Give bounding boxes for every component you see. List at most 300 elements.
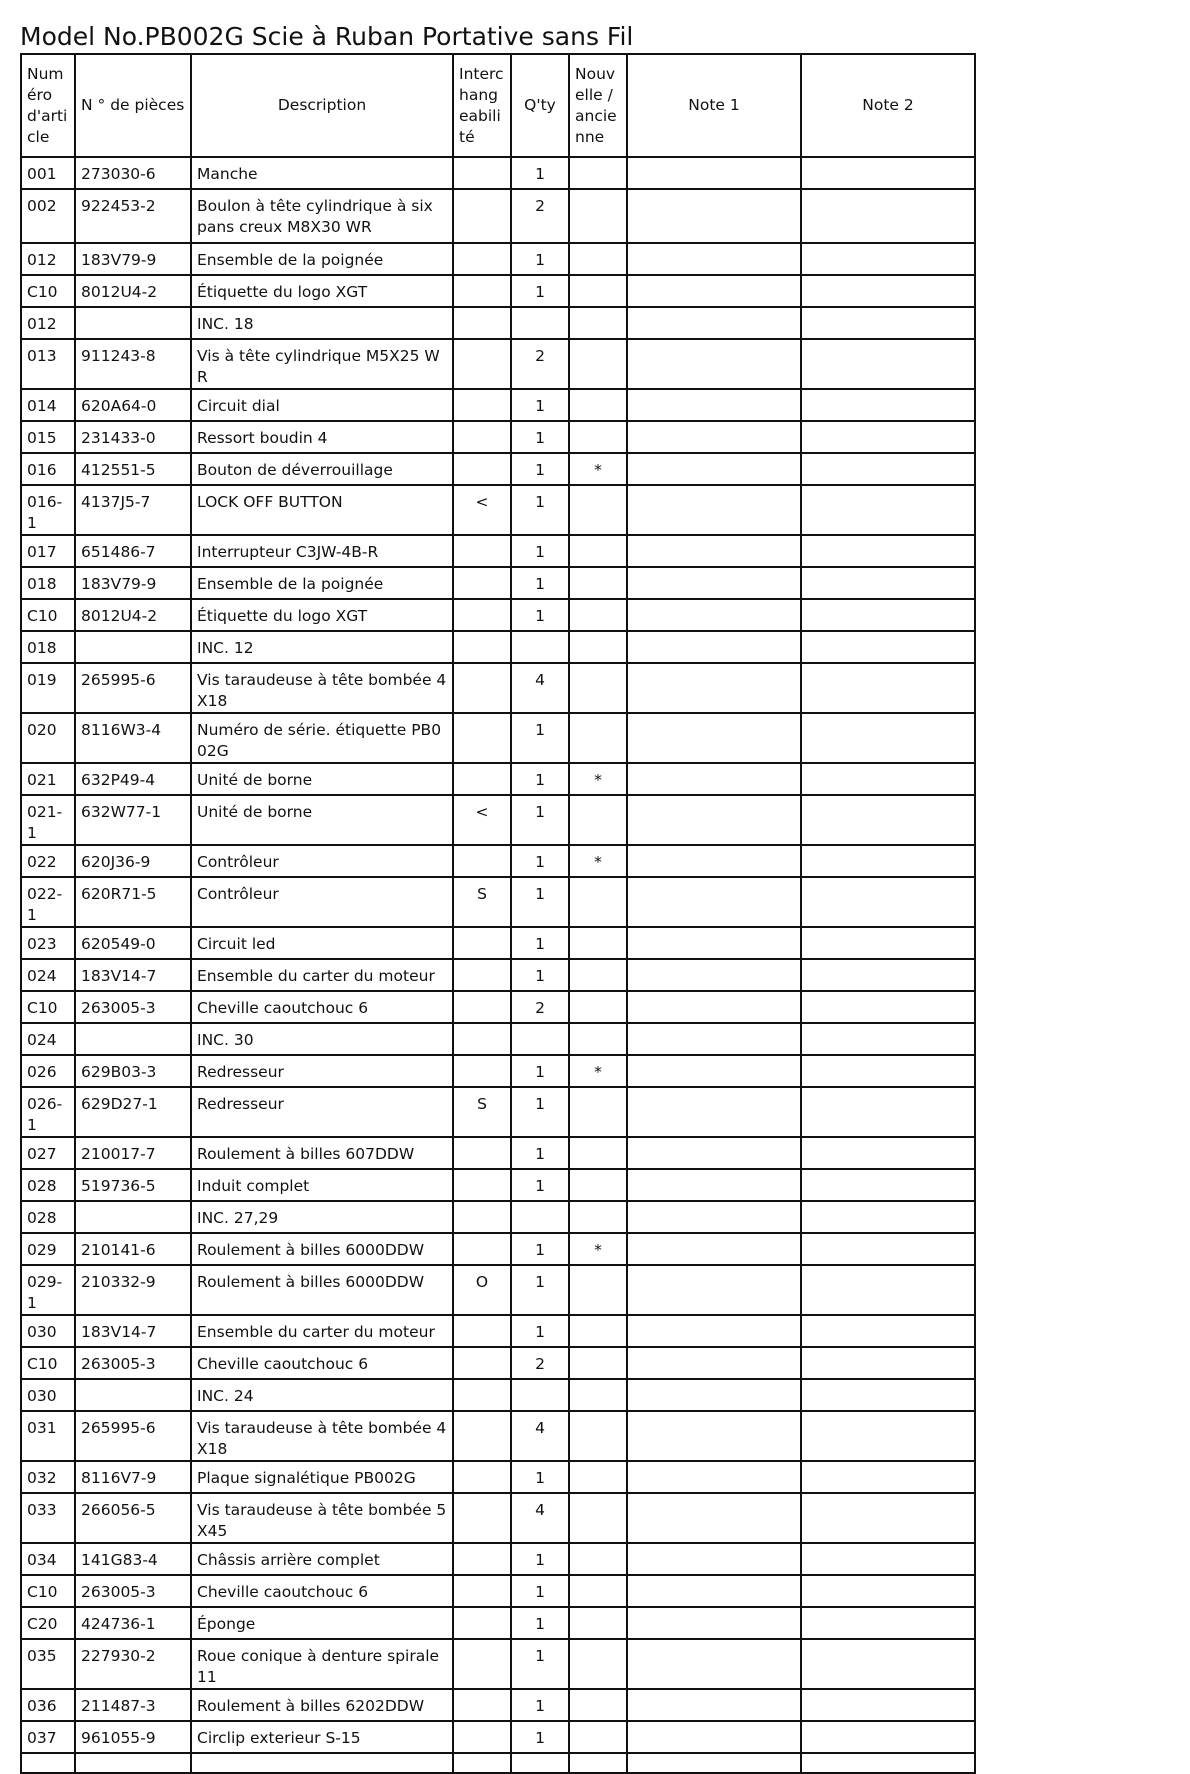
table-row [21,877,975,927]
cell-empty [453,1753,511,1773]
table-row [21,485,975,535]
cell-desc: Ressort boudin 4 [191,421,453,453]
table-row [21,1347,975,1379]
cell-qty: 1 [511,1575,569,1607]
cell-desc: Redresseur [191,1087,453,1137]
cell-desc: Vis taraudeuse à tête bombée 4X18 [191,663,453,713]
table-row [21,1411,975,1461]
cell-part [75,1023,191,1055]
cell-desc: Éponge [191,1607,453,1639]
cell-note1 [627,1379,801,1411]
table-row [21,959,975,991]
cell-qty [511,631,569,663]
cell-new [569,663,627,713]
cell-new: * [569,763,627,795]
cell-note1 [627,1689,801,1721]
cell-num: 002 [21,189,75,243]
cell-note2 [801,453,975,485]
cell-num: 012 [21,243,75,275]
cell-qty: 1 [511,1055,569,1087]
cell-qty: 2 [511,991,569,1023]
table-row [21,1721,975,1753]
cell-qty: 4 [511,1493,569,1543]
cell-num: 029-1 [21,1265,75,1315]
cell-note1 [627,1639,801,1689]
cell-num: 028 [21,1169,75,1201]
table-row [21,1379,975,1411]
cell-new [569,1315,627,1347]
cell-num: C10 [21,1575,75,1607]
cell-note1 [627,599,801,631]
cell-qty: 1 [511,1087,569,1137]
cell-desc: INC. 30 [191,1023,453,1055]
cell-desc: Roulement à billes 607DDW [191,1137,453,1169]
cell-qty: 1 [511,713,569,763]
table-row [21,927,975,959]
cell-desc: Vis taraudeuse à tête bombée 4X18 [191,1411,453,1461]
col-header-num: Numéro d'article [21,54,75,157]
cell-desc: Ensemble du carter du moteur [191,959,453,991]
table-row [21,845,975,877]
cell-note2 [801,991,975,1023]
cell-desc: Châssis arrière complet [191,1543,453,1575]
cell-desc: INC. 27,29 [191,1201,453,1233]
cell-new [569,1639,627,1689]
cell-part [75,307,191,339]
cell-interc [453,599,511,631]
cell-num: 035 [21,1639,75,1689]
table-row [21,1689,975,1721]
cell-qty: 1 [511,535,569,567]
cell-note1 [627,1607,801,1639]
cell-interc: O [453,1265,511,1315]
cell-note2 [801,1689,975,1721]
table-row [21,275,975,307]
cell-new [569,1689,627,1721]
cell-note2 [801,1721,975,1753]
cell-part: 263005-3 [75,1347,191,1379]
cell-qty: 1 [511,453,569,485]
cell-num: 022-1 [21,877,75,927]
cell-part: 911243-8 [75,339,191,389]
cell-note1 [627,275,801,307]
cell-new [569,991,627,1023]
cell-part: 183V14-7 [75,959,191,991]
cell-note1 [627,157,801,189]
cell-desc: Boulon à tête cylindrique à six pans creux M8X30 WR [191,189,453,243]
cell-qty: 1 [511,959,569,991]
cell-note2 [801,1055,975,1087]
cell-part: 263005-3 [75,991,191,1023]
cell-note2 [801,1169,975,1201]
cell-num: 024 [21,1023,75,1055]
cell-part: 412551-5 [75,453,191,485]
cell-qty: 1 [511,1137,569,1169]
cell-new [569,421,627,453]
cell-num: 023 [21,927,75,959]
cell-empty [569,1753,627,1773]
table-row [21,1639,975,1689]
cell-num: 014 [21,389,75,421]
cell-note1 [627,1721,801,1753]
cell-desc: Vis taraudeuse à tête bombée 5X45 [191,1493,453,1543]
cell-new [569,189,627,243]
cell-interc [453,991,511,1023]
cell-desc: Cheville caoutchouc 6 [191,991,453,1023]
cell-qty [511,1201,569,1233]
cell-num: 037 [21,1721,75,1753]
cell-interc [453,157,511,189]
cell-interc [453,1347,511,1379]
cell-qty: 1 [511,243,569,275]
cell-num: C10 [21,599,75,631]
cell-new [569,275,627,307]
cell-desc: Bouton de déverrouillage [191,453,453,485]
table-row [21,1137,975,1169]
cell-note2 [801,1493,975,1543]
cell-note1 [627,713,801,763]
cell-part: 620A64-0 [75,389,191,421]
cell-note1 [627,1265,801,1315]
table-row [21,453,975,485]
table-row [21,763,975,795]
cell-new: * [569,1055,627,1087]
cell-num: 027 [21,1137,75,1169]
cell-part: 263005-3 [75,1575,191,1607]
cell-interc: < [453,795,511,845]
cell-part: 227930-2 [75,1639,191,1689]
cell-part: 183V79-9 [75,567,191,599]
cell-note2 [801,1233,975,1265]
cell-note1 [627,1087,801,1137]
cell-part: 629D27-1 [75,1087,191,1137]
cell-note1 [627,1493,801,1543]
table-row [21,389,975,421]
cell-part: 922453-2 [75,189,191,243]
cell-new [569,1461,627,1493]
table-row [21,567,975,599]
cell-new [569,1607,627,1639]
cell-note1 [627,845,801,877]
cell-part: 210017-7 [75,1137,191,1169]
cell-note1 [627,1575,801,1607]
cell-num: 029 [21,1233,75,1265]
cell-num: 034 [21,1543,75,1575]
cell-interc [453,339,511,389]
cell-qty: 1 [511,421,569,453]
cell-note2 [801,1023,975,1055]
cell-empty [21,1753,75,1773]
cell-note1 [627,389,801,421]
cell-new [569,631,627,663]
cell-new [569,243,627,275]
cell-qty: 1 [511,927,569,959]
cell-note2 [801,389,975,421]
cell-new [569,795,627,845]
cell-num: C10 [21,275,75,307]
cell-note1 [627,663,801,713]
cell-interc [453,1461,511,1493]
table-row [21,1055,975,1087]
cell-num: C10 [21,991,75,1023]
cell-note1 [627,1461,801,1493]
cell-note2 [801,275,975,307]
cell-interc [453,1689,511,1721]
cell-part: 8116V7-9 [75,1461,191,1493]
cell-qty: 2 [511,339,569,389]
cell-note2 [801,599,975,631]
cell-desc: Roulement à billes 6000DDW [191,1265,453,1315]
table-row [21,1493,975,1543]
cell-new [569,157,627,189]
cell-note1 [627,927,801,959]
cell-note1 [627,1543,801,1575]
cell-interc [453,1379,511,1411]
table-row-cut-off [21,1753,975,1773]
cell-note1 [627,1023,801,1055]
table-row [21,795,975,845]
cell-note1 [627,1137,801,1169]
cell-desc: Circuit led [191,927,453,959]
cell-desc: Ensemble du carter du moteur [191,1315,453,1347]
cell-new [569,927,627,959]
cell-note2 [801,307,975,339]
cell-note1 [627,421,801,453]
cell-qty: 4 [511,663,569,713]
cell-qty [511,1023,569,1055]
cell-num: 022 [21,845,75,877]
col-header-desc: Description [191,54,453,157]
cell-note2 [801,631,975,663]
cell-part: 961055-9 [75,1721,191,1753]
cell-num: 018 [21,631,75,663]
col-header-part: N ° de pièces [75,54,191,157]
table-row [21,189,975,243]
col-header-new: Nouvelle / ancienne [569,54,627,157]
cell-num: 015 [21,421,75,453]
cell-qty: 1 [511,1169,569,1201]
cell-note1 [627,339,801,389]
cell-part: 4137J5-7 [75,485,191,535]
cell-part [75,1379,191,1411]
cell-note2 [801,1575,975,1607]
table-row [21,713,975,763]
cell-new [569,1411,627,1461]
cell-interc [453,713,511,763]
table-row [21,1543,975,1575]
cell-new [569,1575,627,1607]
cell-qty: 1 [511,485,569,535]
table-row [21,663,975,713]
cell-note1 [627,877,801,927]
cell-qty [511,1379,569,1411]
cell-qty: 1 [511,1721,569,1753]
cell-note1 [627,189,801,243]
cell-part: 231433-0 [75,421,191,453]
table-row [21,1575,975,1607]
cell-new [569,485,627,535]
cell-qty: 1 [511,1689,569,1721]
cell-interc [453,959,511,991]
cell-num: 032 [21,1461,75,1493]
cell-desc: Ensemble de la poignée [191,567,453,599]
cell-qty: 1 [511,389,569,421]
cell-note2 [801,927,975,959]
cell-part [75,1201,191,1233]
cell-desc: Vis à tête cylindrique M5X25 WR [191,339,453,389]
cell-num: 026-1 [21,1087,75,1137]
cell-desc: Contrôleur [191,845,453,877]
cell-new [569,535,627,567]
cell-note2 [801,1087,975,1137]
cell-part: 620J36-9 [75,845,191,877]
cell-new [569,567,627,599]
cell-desc: Cheville caoutchouc 6 [191,1575,453,1607]
table-row [21,1023,975,1055]
cell-empty [801,1753,975,1773]
cell-interc [453,567,511,599]
table-row [21,991,975,1023]
cell-new: * [569,453,627,485]
cell-part: 273030-6 [75,157,191,189]
cell-num: 018 [21,567,75,599]
cell-interc [453,1315,511,1347]
table-row [21,599,975,631]
cell-note1 [627,1315,801,1347]
cell-num: 016 [21,453,75,485]
cell-part: 211487-3 [75,1689,191,1721]
cell-desc: Roulement à billes 6000DDW [191,1233,453,1265]
cell-new [569,1543,627,1575]
cell-desc: Plaque signalétique PB002G [191,1461,453,1493]
cell-new [569,877,627,927]
cell-note1 [627,795,801,845]
cell-desc: Roulement à billes 6202DDW [191,1689,453,1721]
cell-note2 [801,1607,975,1639]
cell-desc: Circuit dial [191,389,453,421]
parts-table [20,53,976,1774]
cell-part: 265995-6 [75,663,191,713]
cell-note1 [627,1347,801,1379]
cell-note2 [801,485,975,535]
cell-empty [511,1753,569,1773]
cell-empty [627,1753,801,1773]
cell-num: C20 [21,1607,75,1639]
cell-new [569,389,627,421]
cell-qty: 1 [511,877,569,927]
cell-note2 [801,535,975,567]
cell-note1 [627,763,801,795]
cell-note2 [801,189,975,243]
cell-qty: 1 [511,157,569,189]
cell-num: 019 [21,663,75,713]
cell-part: 519736-5 [75,1169,191,1201]
page-title: Model No.PB002G Scie à Ruban Portative sans Fil [20,22,634,51]
cell-new [569,1023,627,1055]
cell-empty [75,1753,191,1773]
cell-part: 632W77-1 [75,795,191,845]
cell-desc: Circlip exterieur S-15 [191,1721,453,1753]
cell-qty: 1 [511,599,569,631]
cell-num: 030 [21,1315,75,1347]
cell-new [569,1347,627,1379]
cell-new [569,1169,627,1201]
table-row [21,1315,975,1347]
cell-note2 [801,1347,975,1379]
cell-part [75,631,191,663]
cell-note1 [627,485,801,535]
cell-part: 183V14-7 [75,1315,191,1347]
cell-note1 [627,567,801,599]
cell-desc: Ensemble de la poignée [191,243,453,275]
cell-desc: Induit complet [191,1169,453,1201]
header-row [21,54,975,157]
cell-note2 [801,663,975,713]
cell-part: 8012U4-2 [75,599,191,631]
table-row [21,421,975,453]
cell-interc [453,1411,511,1461]
cell-note2 [801,713,975,763]
col-header-note2: Note 2 [801,54,975,157]
cell-interc [453,453,511,485]
cell-desc: Roue conique à denture spirale 11 [191,1639,453,1689]
cell-note2 [801,157,975,189]
cell-note2 [801,763,975,795]
cell-desc: Numéro de série. étiquette PB002G [191,713,453,763]
table-row [21,1087,975,1137]
cell-num: C10 [21,1347,75,1379]
cell-new [569,1137,627,1169]
cell-qty: 1 [511,1543,569,1575]
cell-desc: Cheville caoutchouc 6 [191,1347,453,1379]
cell-qty: 1 [511,1607,569,1639]
cell-part: 266056-5 [75,1493,191,1543]
cell-num: 021-1 [21,795,75,845]
cell-new [569,339,627,389]
cell-desc: Étiquette du logo XGT [191,275,453,307]
cell-new: * [569,1233,627,1265]
cell-note2 [801,1137,975,1169]
cell-part: 141G83-4 [75,1543,191,1575]
cell-note2 [801,1201,975,1233]
cell-note1 [627,1233,801,1265]
cell-num: 012 [21,307,75,339]
table-row [21,157,975,189]
cell-qty: 1 [511,275,569,307]
table-row [21,307,975,339]
cell-interc: < [453,485,511,535]
cell-desc: Unité de borne [191,763,453,795]
cell-interc [453,275,511,307]
cell-num: 036 [21,1689,75,1721]
cell-note2 [801,1379,975,1411]
cell-new [569,1265,627,1315]
cell-part: 183V79-9 [75,243,191,275]
cell-interc [453,1721,511,1753]
cell-interc [453,663,511,713]
cell-desc: LOCK OFF BUTTON [191,485,453,535]
cell-interc [453,1493,511,1543]
cell-note2 [801,1543,975,1575]
cell-interc [453,1055,511,1087]
cell-num: 024 [21,959,75,991]
cell-qty: 2 [511,1347,569,1379]
cell-num: 031 [21,1411,75,1461]
cell-qty: 4 [511,1411,569,1461]
cell-note1 [627,307,801,339]
cell-part: 265995-6 [75,1411,191,1461]
table-row [21,1169,975,1201]
